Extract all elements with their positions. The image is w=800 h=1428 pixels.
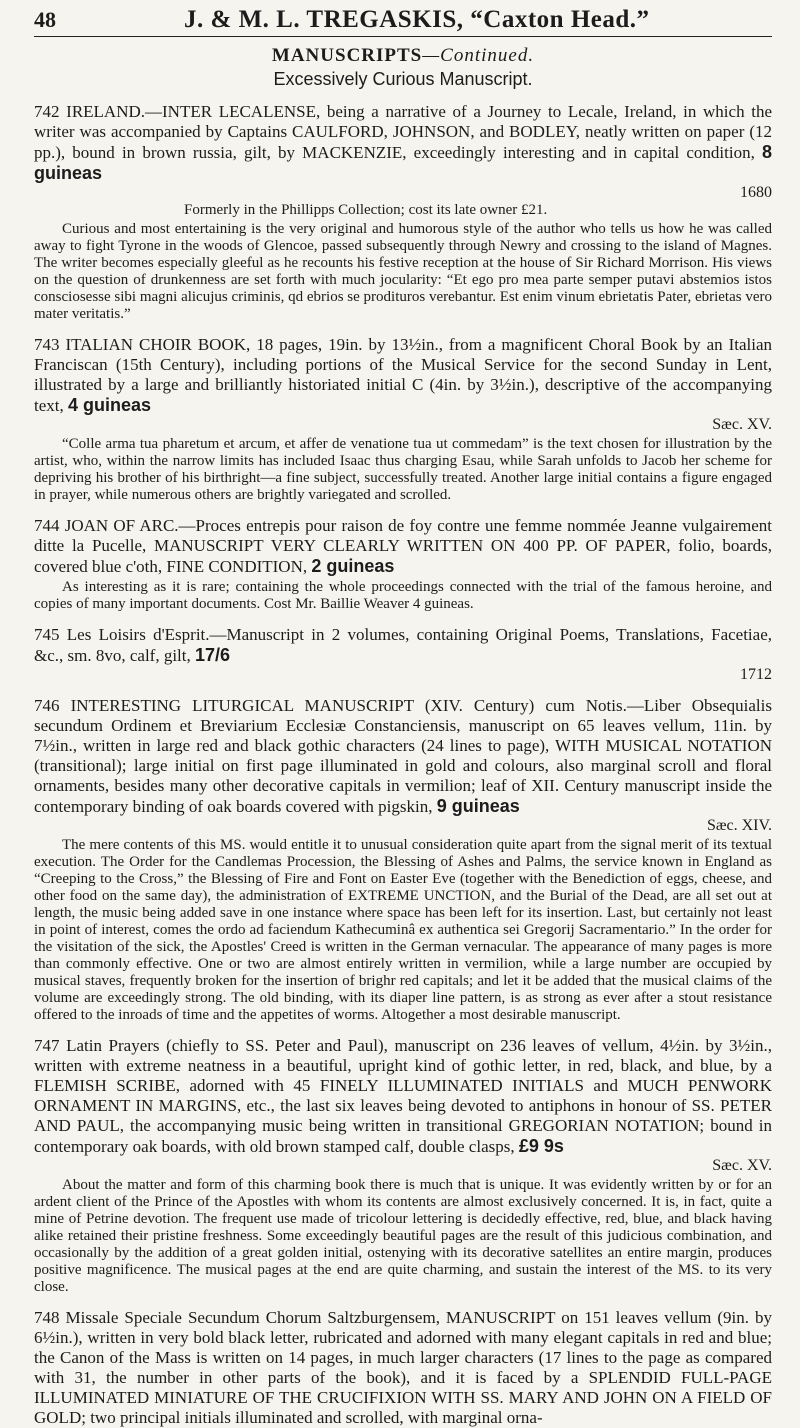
entry-text: 748 Missale Speciale Secundum Chorum Saltzburgensem, MANUSCRIPT on 151 leaves vellum (9in. by 6½in.), written in very bold black letter, rubricated and adorned with many elegant capitals in red and blue; the Canon of the Mass is written on 14 pages, in much larger characters (17 lines to the page as compared with 31, the number in other parts of the book), and it is faced by a SPLENDID FULL-PAGE ILLUMINATED MINIATURE OF THE CRUCIFIXION WITH SS. MARY AND JOHN ON A FIELD OF GOLD; two principal initials illuminated and scrolled, with marginal orna- [34, 1308, 772, 1427]
entry-commentary: As interesting as it is rare; containing the whole proceedings connected with the trial of the famous heroine, and copies of many important documents. Cost Mr. Baillie Weaver 4 guineas. [34, 579, 772, 612]
entry-commentary: “Colle arma tua pharetum et arcum, et affer de venatione tua ut commedam” is the text chosen for illustration by the artist, who, within the narrow limits has included Isaac thus charging Esau, while Sarah unfolds to Jacob her scheme for depriving his brother of his birthright—a fine subject, successfully treated. Another large initial contains a figure engaged in prayer, while numerous others are brightly variegated and scrolled. [34, 436, 772, 503]
entry-description [34, 102, 772, 184]
entry-description [34, 696, 772, 817]
section-subtitle: Excessively Curious Manuscript. [273, 69, 533, 89]
section-title-text: MANUSCRIPTS [271, 45, 423, 66]
entry-provenance-note: Formerly in the Phillipps Collection; cost its late owner £21. [184, 202, 548, 218]
entry-commentary: Curious and most entertaining is the very original and humorous style of the author who tells us how he was called away to fight Tyrone in the woods of Glencoe, passed subsequently through Newry and crossing to the island of Magnes. The writer becomes especially gleeful as he recounts his festive reception at the house of Sir Richard Morrison. His views on the question of drunkenness are set forth with much jocularity: “Et ego pro mea parte semper putavi abstemios istos consciosesse sibi magni alicujus criminis, qd ebrios se prodituros verebantur. Est enim vinum ebrietatis Pater, ebrietas vero mater veritatis.” [34, 221, 772, 322]
entry-commentary: About the matter and form of this charming book there is much that is unique. It was evidently written by or for an ardent client of the Prince of the Apostles with whom its contents are almost exclusively concerned. It is, in fact, quite a mine of Petrine devotion. The frequent use made of tricolour lettering is decidedly effective, red, blue, and black having alike retained their pristine freshness. Some exceedingly beautiful pages are the result of this judicious combination, and occasionally by the addition of a great golden initial, ostenying with its decorative satellites an entire margin, produces positive magnificence. The musical pages at the end are quite charming, and sustain the interest of the MS. to its very close. [34, 1177, 772, 1295]
section-title-continued: —Continued. [422, 45, 535, 66]
catalogue-entry [34, 696, 772, 1024]
entry-description [34, 625, 772, 666]
catalogue-entry [34, 102, 772, 323]
entry-price: 8 guineas [34, 142, 772, 183]
section-title [34, 45, 772, 67]
running-title: J. & M. L. TREGASKIS, “Caxton Head.” [184, 6, 650, 33]
entry-price: £9 9s [518, 1136, 564, 1156]
entry-description [34, 335, 772, 416]
entry-text: 743 ITALIAN CHOIR BOOK, 18 pages, 19in. by 13½in., from a magnificent Choral Book by an Italian Franciscan (15th Century), including portions of the Musical Service for the second Sunday in Lent, illustrated by a large and brilliantly historiated initial C (4in. by 3½in.), descriptive of the accompanying text, [34, 335, 772, 415]
entry-list [34, 102, 772, 1428]
entry-commentary: The mere contents of this MS. would entitle it to unusual consideration quite apart from the signal merit of its textual execution. The Order for the Candlemas Procession, the Blessing of Ashes and Palms, the service known in England as “Creeping to the Cross,” the Blessing of Fire and Font on Easter Eve (together with the Benediction of eggs, cheese, and other food on the same day), the administration of EXTREME UNCTION, and the Burial of the Dead, are all set out at length, the music being added save in one instance where space has been left for its insertion. Last, but certainly not least in point of interest, comes the ordo ad faciendum Kathecuminâ ex authentica sei Gregorij Sacramentario.” In the order for the visitation of the sick, the Apostles' Creed is written in the German vernacular. The appearance of many pages is more than commonly effective. One or two are almost entirely written in vermilion, while a large number are occupied by musical staves, frequently broken for the insertion of brighr red capitals; and let it be added that the musical claims of the volume are exceedingly strong. The old binding, with its diaper line pattern, is as strong as ever after a stout resistance offered to the inroads of time and the appetites of worms. Altogether a most desirable manuscript. [34, 837, 772, 1023]
running-head [34, 0, 772, 37]
entry-price: 17/6 [195, 645, 231, 665]
catalogue-entry [34, 625, 772, 684]
entry-text: 745 Les Loisirs d'Esprit.—Manuscript in 2 volumes, containing Original Poems, Translations, Facetiae, &c., sm. 8vo, calf, gilt, [34, 625, 772, 665]
entry-price: 4 guineas [68, 395, 152, 415]
entry-description [34, 1308, 772, 1428]
entry-text: 744 JOAN OF ARC.—Proces entrepis pour raison de foy contre une femme nommée Jeanne vulgairement ditte la Pucelle, MANUSCRIPT VERY CLEARLY WRITTEN ON 400 PP. OF PAPER, folio, boards, covered blue c'oth, FINE CONDITION, [34, 516, 772, 576]
catalogue-entry [34, 1308, 772, 1428]
catalogue-entry [34, 1036, 772, 1296]
entry-text: 746 INTERESTING LITURGICAL MANUSCRIPT (XIV. Century) cum Notis.—Liber Obsequialis secundum Ordinem et Breviarium Ecclesiæ Constanciensis, manuscript on 65 leaves vellum, 11in. by 7½in., written in large red and black gothic characters (24 lines to page), WITH MUSICAL NOTATION (transitional); large initial on first page illuminated in gold and colours, also marginal scroll and floral ornaments, besides many other decorative capitals in vermilion; leaf of XII. Century manuscript inside the contemporary binding of oak boards covered with pigskin, [34, 696, 772, 816]
entry-date: 1680 [740, 184, 772, 201]
entry-text: 742 IRELAND.—INTER LECALENSE, being a narrative of a Journey to Lecale, Ireland, in which the writer was accompanied by Captains CAULFORD, JOHNSON, and BODLEY, neatly written on paper (12 pp.), bound in brown russia, gilt, by MACKENZIE, exceedingly interesting and in capital condition, [34, 102, 772, 162]
entry-price: 9 guineas [436, 796, 520, 816]
catalogue-entry [34, 516, 772, 613]
page-number: 48 [34, 7, 56, 32]
entry-date: Sæc. XIV. [706, 817, 772, 834]
entry-text: 747 Latin Prayers (chiefly to SS. Peter and Paul), manuscript on 236 leaves of vellum, 4½in. by 3½in., written with extreme neatness in a beautiful, upright kind of gothic letter, in red, black, and blue, by a FLEMISH SCRIBE, adorned with 45 FINELY ILLUMINATED INITIALS and MUCH PENWORK ORNAMENT IN MARGINS, etc., the last six leaves being devoted to antiphons in honour of SS. PETER AND PAUL, the accompanying music being written in transitional GREGORIAN NOTATION; bound in contemporary oak boards, with old brown stamped calf, double clasps, [34, 1036, 772, 1156]
entry-price: 2 guineas [311, 556, 395, 576]
entry-description [34, 516, 772, 577]
entry-date: 1712 [740, 666, 772, 683]
entry-description [34, 1036, 772, 1157]
catalogue-entry [34, 335, 772, 504]
entry-date: Sæc. XV. [712, 416, 772, 433]
entry-date: Sæc. XV. [712, 1157, 772, 1174]
